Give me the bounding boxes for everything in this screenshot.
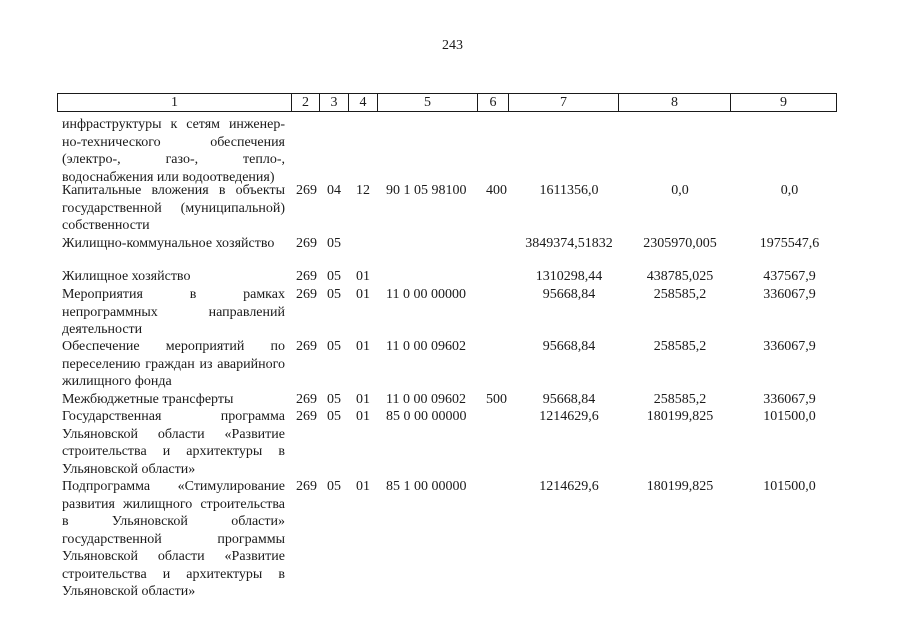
row-col-8: 2305970,005 <box>643 236 717 251</box>
row-col-3: 05 <box>327 287 341 302</box>
row-name: Обеспечение мероприятий по переселению граждан из аварийного жилищного фонда <box>62 339 285 389</box>
row-col-8: 0,0 <box>671 183 689 198</box>
row-col-7: 3849374,51832 <box>525 236 613 251</box>
row-col-9: 1975547,6 <box>759 236 820 251</box>
row-col-2: 269 <box>296 269 317 284</box>
header-col-1: 1 <box>58 94 292 112</box>
header-col-4: 4 <box>349 94 378 112</box>
row-col-4: 12 <box>356 183 370 198</box>
header-col-8: 8 <box>619 94 731 112</box>
row-col-7: 1214629,6 <box>539 479 599 494</box>
page-number: 243 <box>442 38 463 53</box>
row-col-8: 258585,2 <box>653 339 707 354</box>
row-col-3: 05 <box>327 269 341 284</box>
header-col-9: 9 <box>731 94 837 112</box>
row-col-7: 95668,84 <box>542 287 596 302</box>
row-name: Капитальные вложения в объекты государственной (муниципальной) собственности <box>62 183 285 233</box>
row-name: Жилищно-коммунальное хозяйство <box>62 236 275 251</box>
row-col-9: 101500,0 <box>763 409 816 424</box>
row-col-9: 101500,0 <box>763 479 816 494</box>
header-col-3: 3 <box>320 94 349 112</box>
row-col-8: 258585,2 <box>653 287 707 302</box>
row-col-9: 336067,9 <box>763 392 816 407</box>
row-col-4: 01 <box>356 287 370 302</box>
row-name: Подпрограмма «Стимулирование развития жилищного строительства в Ульяновской области» государственной программы Ульяновской области «Развитие строительства и архитектуры в Ульяновской области» <box>62 479 285 599</box>
row-col-5: 90 1 05 98100 <box>386 183 467 198</box>
row-col-4: 01 <box>356 392 370 407</box>
header-col-5: 5 <box>378 94 478 112</box>
row-col-8: 258585,2 <box>653 392 707 407</box>
row-col-8: 180199,825 <box>646 479 714 494</box>
row-col-8: 180199,825 <box>646 409 714 424</box>
row-col-7: 95668,84 <box>542 339 596 354</box>
row-col-9: 336067,9 <box>763 339 816 354</box>
row-col-2: 269 <box>296 183 317 198</box>
row-col-5: 11 0 00 09602 <box>386 339 466 354</box>
row-col-3: 05 <box>327 392 341 407</box>
row-col-7: 1310298,44 <box>535 269 603 284</box>
header-col-7: 7 <box>509 94 619 112</box>
row-col-9: 437567,9 <box>763 269 816 284</box>
row-col-2: 269 <box>296 236 317 251</box>
row-col-6: 500 <box>486 392 507 407</box>
row-col-2: 269 <box>296 339 317 354</box>
row-col-7: 1214629,6 <box>539 409 599 424</box>
row-name: Межбюджетные трансферты <box>62 392 234 407</box>
row-col-5: 11 0 00 00000 <box>386 287 466 302</box>
row-col-8: 438785,025 <box>646 269 714 284</box>
row-col-2: 269 <box>296 392 317 407</box>
row-col-9: 336067,9 <box>763 287 816 302</box>
row-col-4: 01 <box>356 479 370 494</box>
row-col-6: 400 <box>486 183 507 198</box>
row-col-5: 11 0 00 09602 <box>386 392 466 407</box>
row-col-4: 01 <box>356 339 370 354</box>
row-col-9: 0,0 <box>780 183 799 198</box>
row-col-2: 269 <box>296 479 317 494</box>
row-col-3: 05 <box>327 236 341 251</box>
row-col-3: 05 <box>327 339 341 354</box>
row-name: Мероприятия в рамках непрограммных направлений деятельности <box>62 287 285 337</box>
row-col-3: 05 <box>327 409 341 424</box>
header-col-6: 6 <box>478 94 509 112</box>
row-col-5: 85 0 00 00000 <box>386 409 467 424</box>
header-col-2: 2 <box>292 94 320 112</box>
row-col-2: 269 <box>296 287 317 302</box>
row-col-4: 01 <box>356 409 370 424</box>
row-name: Жилищное хозяйство <box>62 269 191 284</box>
row-name: Государственная программа Ульяновской области «Развитие строительства и архитектуры в Ульяновской области» <box>62 409 285 477</box>
row-col-3: 04 <box>327 183 341 198</box>
row-name: инфраструктуры к сетям инженер-но-технического обеспечения (электро-, газо-, тепло-, водоснабжения или водоотведения) <box>62 117 285 185</box>
row-col-7: 1611356,0 <box>539 183 599 198</box>
row-col-2: 269 <box>296 409 317 424</box>
row-col-7: 95668,84 <box>542 392 596 407</box>
row-col-5: 85 1 00 00000 <box>386 479 467 494</box>
row-col-3: 05 <box>327 479 341 494</box>
row-col-4: 01 <box>356 269 370 284</box>
